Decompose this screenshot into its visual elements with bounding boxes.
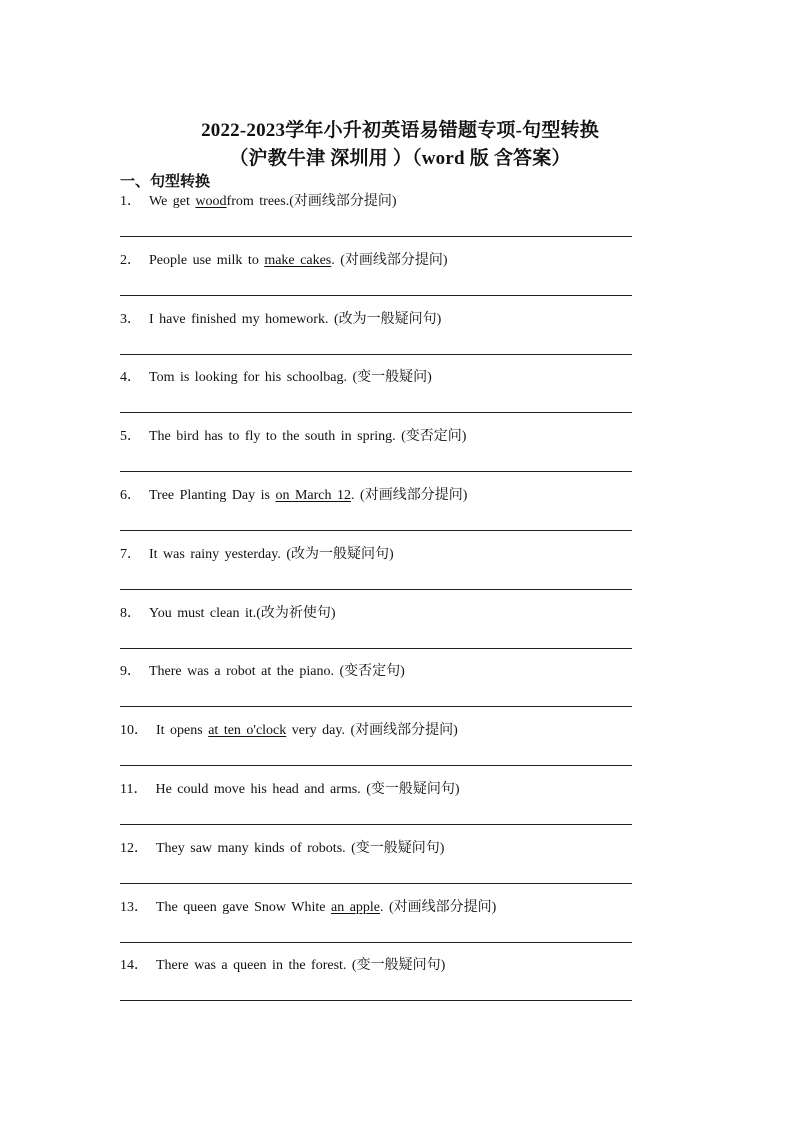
answer-line[interactable] [120,354,632,355]
answer-line[interactable] [120,883,632,884]
question-7 [120,541,632,600]
answer-line[interactable] [120,412,632,413]
question-number: 4． [120,370,141,386]
question-text [120,602,336,622]
question-number: 14． [120,958,148,974]
question-text-before: The queen gave Snow White [156,899,331,915]
answer-line[interactable] [120,1000,632,1001]
question-11 [120,776,632,835]
question-text-before: He could move his head and arms. (变一般疑问句) [155,781,460,797]
answer-line[interactable] [120,471,632,472]
answer-line[interactable] [120,942,632,943]
question-13 [120,894,632,953]
question-9 [120,658,632,717]
underlined-phrase: wood [195,194,227,209]
question-number: 9． [120,664,141,680]
question-text [120,425,466,445]
answer-line[interactable] [120,530,632,531]
question-number: 12． [120,840,148,856]
question-2 [120,247,632,306]
question-text [120,719,458,739]
question-list [120,188,632,1011]
question-text [120,366,432,386]
question-text-after: . (对画线部分提问) [351,487,468,503]
answer-line[interactable] [120,706,632,707]
answer-line[interactable] [120,295,632,296]
question-text [120,308,441,328]
question-text [120,484,467,504]
question-text [120,543,394,563]
underlined-phrase: an apple [330,899,381,915]
question-8 [120,600,632,659]
question-text-after: from trees.(对画线部分提问) [226,194,397,209]
question-text [120,249,448,269]
question-text-before: You must clean it.(改为祈使句) [149,605,336,621]
question-3 [120,306,632,365]
question-text [120,778,460,798]
question-text [120,190,397,210]
question-text [120,660,405,680]
question-text-before: We get [149,194,196,209]
question-number: 6． [120,487,141,503]
question-12 [120,835,632,894]
question-text-before: There was a robot at the piano. (变否定句) [149,664,405,680]
question-6 [120,482,632,541]
answer-line[interactable] [120,589,632,590]
question-number: 10． [120,723,148,739]
question-text [120,837,444,857]
question-text-before: The bird has to fly to the south in spring. (变否定问) [149,429,467,445]
question-number: 1． [120,194,141,209]
underlined-phrase: make cakes [264,252,332,268]
question-text-before: It was rainy yesterday. (改为一般疑问句) [149,546,394,562]
question-10 [120,717,632,776]
answer-line[interactable] [120,765,632,766]
question-text-before: I have finished my homework. (改为一般疑问句) [149,311,442,327]
question-4 [120,364,632,423]
question-number: 8． [120,605,141,621]
question-number: 5． [120,429,141,445]
question-text-after: . (对画线部分提问) [331,252,448,268]
question-5 [120,423,632,482]
question-1 [120,188,632,247]
question-text-before: It opens [156,723,209,739]
question-text-before: They saw many kinds of robots. (变一般疑问句) [156,840,445,856]
question-14 [120,952,632,1011]
question-number: 2． [120,252,141,268]
question-text-after: . (对画线部分提问) [380,899,497,915]
answer-line[interactable] [120,236,632,237]
question-text [120,954,445,974]
question-number: 7． [120,546,141,562]
question-number: 13． [120,899,148,915]
question-text [120,896,496,916]
document-title-line-2: （沪教牛津 深圳用 ）（word 版 含答案） [229,148,571,169]
underlined-phrase: at ten o'clock [208,723,287,739]
question-text-before: Tom is looking for his schoolbag. (变一般疑问) [149,370,432,386]
section-heading: 一、句型转换 [120,174,211,190]
answer-line[interactable] [120,824,632,825]
question-text-after: very day. (对画线部分提问) [286,723,458,739]
question-text-before: There was a queen in the forest. (变一般疑问句) [156,958,446,974]
question-number: 11． [120,781,148,797]
document-title-line-1: 2022-2023学年小升初英语易错题专项-句型转换 [201,120,599,141]
question-text-before: People use milk to [149,252,265,268]
answer-line[interactable] [120,648,632,649]
question-text-before: Tree Planting Day is [149,487,276,503]
underlined-phrase: on March 12 [275,487,352,503]
question-number: 3． [120,311,141,327]
